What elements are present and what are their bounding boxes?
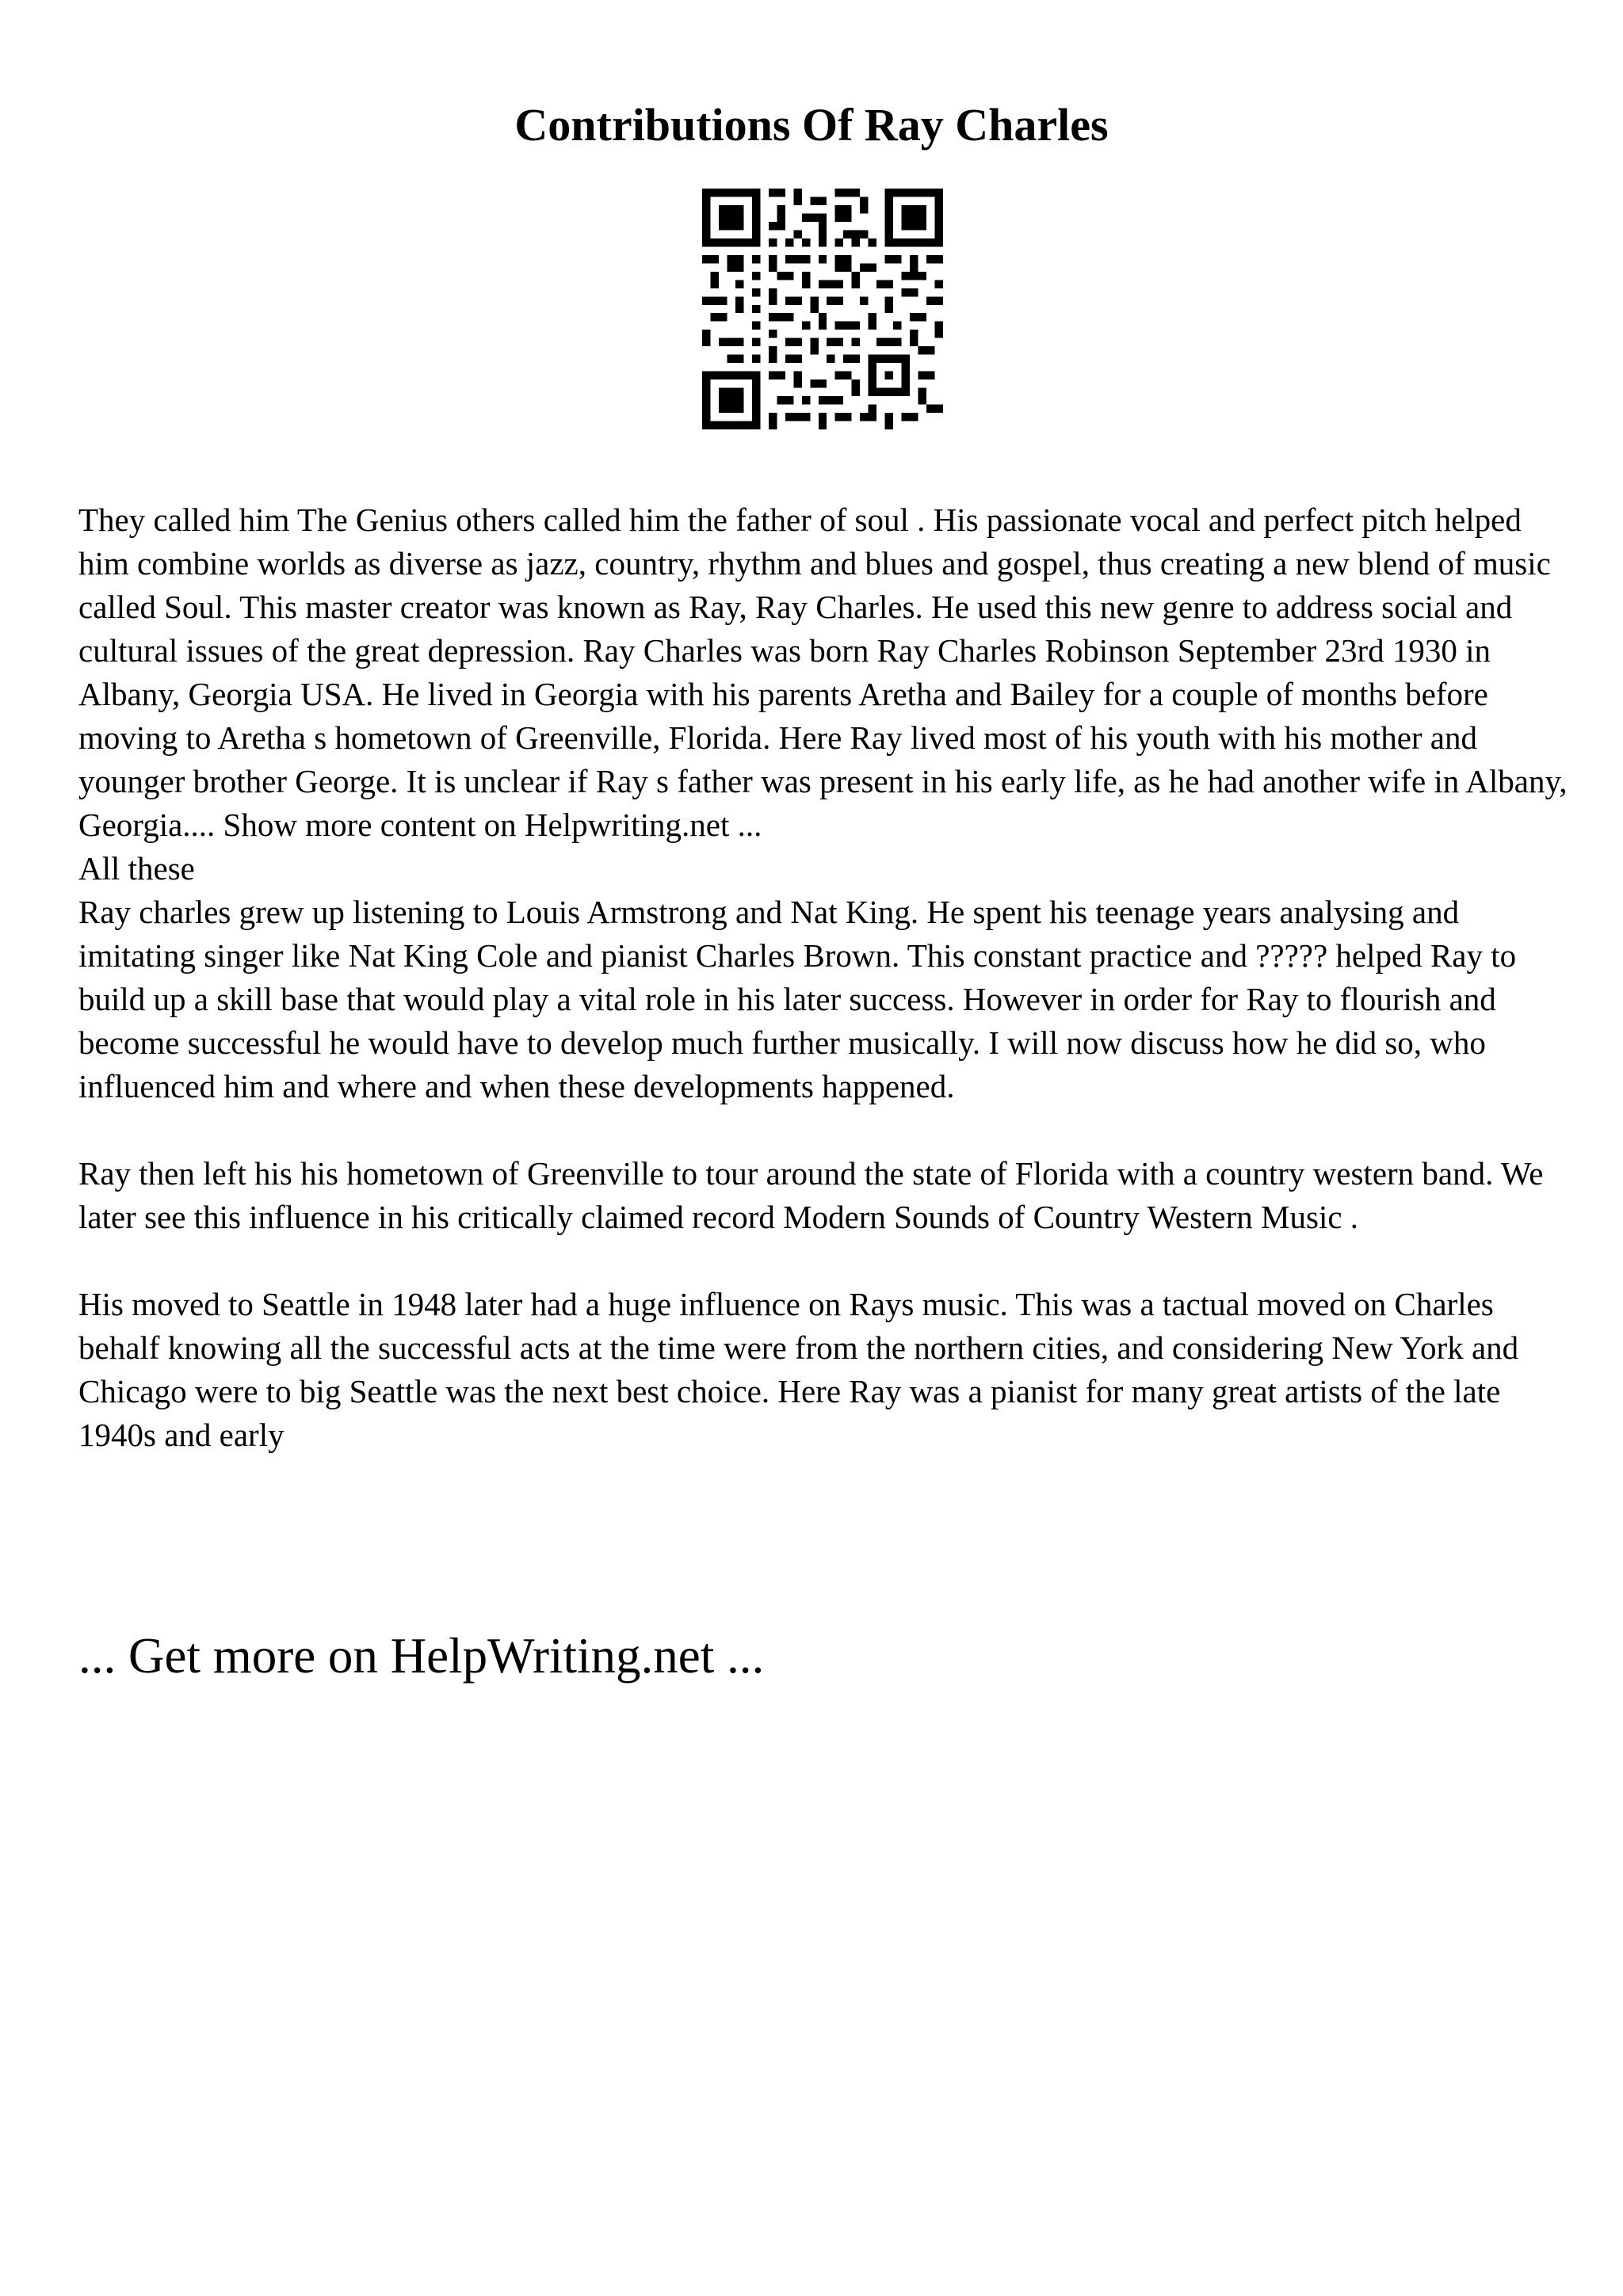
page-title: Contributions Of Ray Charles <box>514 99 1109 151</box>
paragraph-country-band: Ray then left his his hometown of Greenville to tour around the state of Florida with a country western band. We later see this influence in his critically claimed record Modern Sounds of Country Western Music . <box>78 1155 1544 1235</box>
paragraph-spacer <box>78 1239 1568 1283</box>
paragraph-influences: Ray charles grew up listening to Louis Armstrong and Nat King. He spent his teenage years analysing and imitating singer like Nat King Cole and pianist Charles Brown. This constant practice and ????? helped Ray to build up a skill base that would play a vital role in his later success. However in order for Ray to flourish and become successful he would have to develop much further musically. I will now discuss how he did so, who influenced him and where and when these developments happened. <box>78 894 1517 1104</box>
article-body <box>78 498 1568 1457</box>
qr-code-icon <box>702 189 943 429</box>
get-more-link[interactable]: ... Get more on HelpWriting.net ... <box>78 1628 765 1684</box>
qr-code-modules <box>702 189 943 429</box>
paragraph-seattle: His moved to Seattle in 1948 later had a huge influence on Rays music. This was a tactual moved on Charles behalf knowing all the successful acts at the time were from the northern cities, and considering New York and Chicago were to big Seattle was the next best choice. Here Ray was a pianist for many great artists of the late 1940s and early <box>78 1286 1519 1453</box>
paragraph-all-these: All these <box>78 850 195 887</box>
paragraph-spacer <box>78 1108 1568 1152</box>
paragraph-intro: They called him The Genius others called him the father of soul . His passionate vocal and perfect pitch helped him combine worlds as diverse as jazz, country, rhythm and blues and gospel, thus creating a new blend of music called Soul. This master creator was known as Ray, Ray Charles. He used this new genre to address social and cultural issues of the great depression. Ray Charles was born Ray Charles Robinson September 23rd 1930 in Albany, Georgia USA. He lived in Georgia with his parents Aretha and Bailey for a couple of months before moving to Aretha s hometown of Greenville, Florida. Here Ray lived most of his youth with his mother and younger brother George. It is unclear if Ray s father was present in his early life, as he had another wife in Albany, Georgia.... Show more content on Helpwriting.net ... <box>78 502 1568 843</box>
